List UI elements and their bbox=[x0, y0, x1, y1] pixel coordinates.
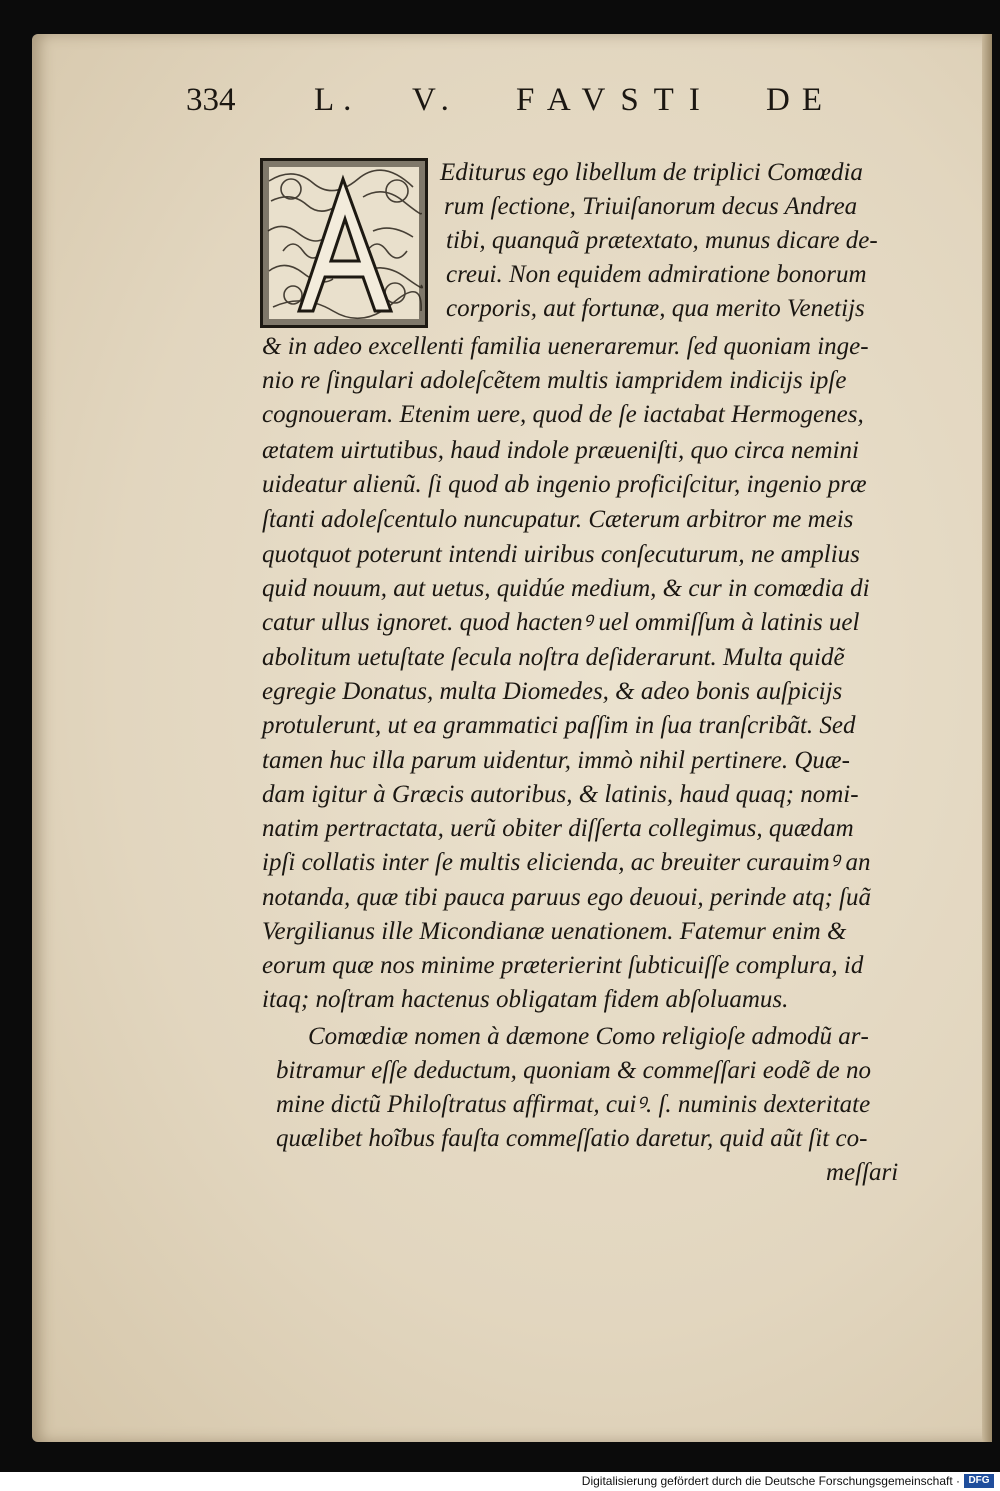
running-head-word: DE bbox=[766, 82, 834, 118]
dfg-logo: DFG bbox=[964, 1474, 994, 1488]
text-line: corporis, aut fortunæ, qua merito Venetijs bbox=[446, 295, 865, 322]
text-line: nio re ſingulari adoleſcẽtem multis iampridem indicijs ipſe bbox=[262, 367, 847, 394]
text-line: ipſi collatis inter ſe multis elicienda, ac breuiter curauimꝰ an bbox=[262, 849, 871, 876]
text-line: ætatem uirtutibus, haud indole præueniſti, quo circa nemini bbox=[262, 437, 859, 464]
text-line: quotquot poterunt intendi uiribus conſecuturum, ne amplius bbox=[262, 541, 860, 568]
text-line: cognoueram. Etenim uere, quod de ſe iactabat Hermogenes, bbox=[262, 401, 864, 428]
text-line: quælibet hoĩbus fauſta commeſſatio daretur, quid aũt ſit co‑ bbox=[276, 1125, 868, 1152]
text-line: bitramur eſſe deductum, quoniam & commeſſari eodẽ de no bbox=[276, 1057, 872, 1084]
text-line: tamen huc illa parum uidentur, immò nihil pertinere. Quæ‑ bbox=[262, 747, 850, 774]
text-line: protulerunt, ut ea grammatici paſſim in ſua tranſcribãt. Sed bbox=[262, 712, 856, 739]
text-line: uideatur alienũ. ſi quod ab ingenio proficiſcitur, ingenio præ bbox=[262, 471, 867, 498]
text-line: abolitum uetuſtate ſecula noſtra deſiderarunt. Multa quidẽ bbox=[262, 644, 845, 671]
text-line: mine dictũ Philoſtratus affirmat, cuiꝰ. ſ. numinis dexteritate bbox=[276, 1091, 871, 1118]
text-line: Editurus ego libellum de triplici Comœdia bbox=[440, 159, 863, 186]
text-line: ſtanti adoleſcentulo nuncupatur. Cæterum arbitror me meis bbox=[262, 506, 854, 533]
text-line: egregie Donatus, multa Diomedes, & adeo bonis auſpicijs bbox=[262, 678, 843, 705]
text-line: Vergilianus ille Micondianæ uenationem. Fatemur enim & bbox=[262, 918, 847, 945]
text-line: catur ullus ignoret. quod hactenꝰ uel ommiſſum à latinis uel bbox=[262, 609, 860, 636]
running-head-word: L. bbox=[314, 82, 361, 118]
text-line: quid nouum, aut uetus, quidúe medium, & cur in comœdia di bbox=[262, 575, 870, 602]
text-line: tibi, quanquã prætextato, munus dicare de‑ bbox=[446, 227, 878, 254]
text-line: rum ſectione, Triuiſanorum decus Andrea bbox=[444, 193, 858, 220]
text-line: dam igitur à Græcis autoribus, & latinis, haud quaq; nomi‑ bbox=[262, 781, 859, 808]
text-line: natim pertractata, uerũ obiter diſſerta collegimus, quædam bbox=[262, 815, 854, 842]
text-line: itaq; noſtram hactenus obligatam fidem abſoluamus. bbox=[262, 986, 789, 1013]
text-line: notanda, quæ tibi pauca paruus ego deuoui, perinde atq; ſuã bbox=[262, 884, 871, 911]
text-line: & in adeo excellenti familia ueneraremur. ſed quoniam inge‑ bbox=[262, 333, 869, 360]
text-line: creui. Non equidem admiratione bonorum bbox=[446, 261, 867, 288]
funding-credit: Digitalisierung gefördert durch die Deutsche Forschungsgemeinschaft · bbox=[581, 1474, 960, 1488]
text-line: eorum quæ nos minime præterierint ſubticuiſſe complura, id bbox=[262, 952, 864, 979]
text-line: meſſari bbox=[826, 1159, 899, 1186]
running-head-word: V. bbox=[412, 82, 458, 118]
running-head-word: FAVSTI bbox=[516, 82, 715, 118]
page-number: 334 bbox=[186, 82, 236, 118]
text-line: Comœdiæ nomen à dæmone Como religioſe admodũ ar‑ bbox=[308, 1023, 869, 1050]
